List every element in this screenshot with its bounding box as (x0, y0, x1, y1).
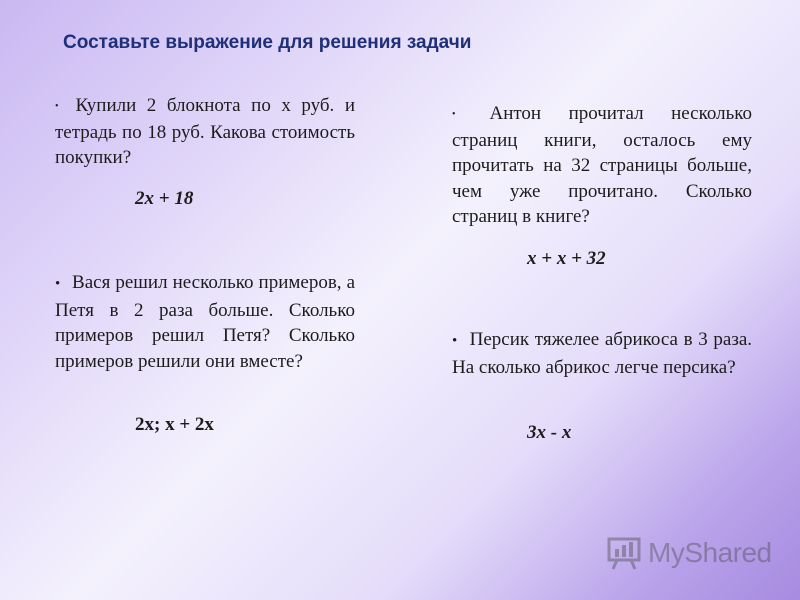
task-3-answer: x + x + 32 (527, 248, 606, 269)
task-1-answer: 2x + 18 (135, 188, 194, 209)
bullet-icon: • (452, 333, 458, 349)
watermark-logo (606, 535, 772, 571)
presentation-board-icon (606, 535, 642, 571)
task-2-answer: 2х; х + 2х (135, 414, 214, 435)
task-4 (452, 327, 752, 380)
bullet-icon: • (55, 276, 61, 292)
bullet-icon: • (452, 109, 456, 120)
task-3 (452, 101, 752, 230)
task-4-answer: 3x - x (527, 422, 572, 443)
task-4-text: Персик тяжелее абрикоса в 3 раза. На сколько абрикос легче персика? (452, 329, 753, 378)
task-1 (55, 93, 355, 171)
watermark-text: MyShared (648, 537, 772, 568)
page-title: Составьте выражение для решения задачи (63, 32, 472, 53)
task-1-text: Купили 2 блокнота по х руб. и тетрадь по 18 руб. Какова стоимость покупки? (55, 95, 355, 168)
task-3-text: Антон прочитал несколько страниц книги, осталось ему прочитать на 32 страницы больше, чем уже прочитано. Сколько страниц в книге? (452, 103, 753, 227)
task-2 (55, 270, 355, 374)
bullet-icon: • (55, 101, 59, 112)
task-2-text: Вася решил несколько примеров, а Петя в 2 раза больше. Сколько примеров решил Петя? Сколько примеров решили они вместе? (55, 272, 356, 372)
